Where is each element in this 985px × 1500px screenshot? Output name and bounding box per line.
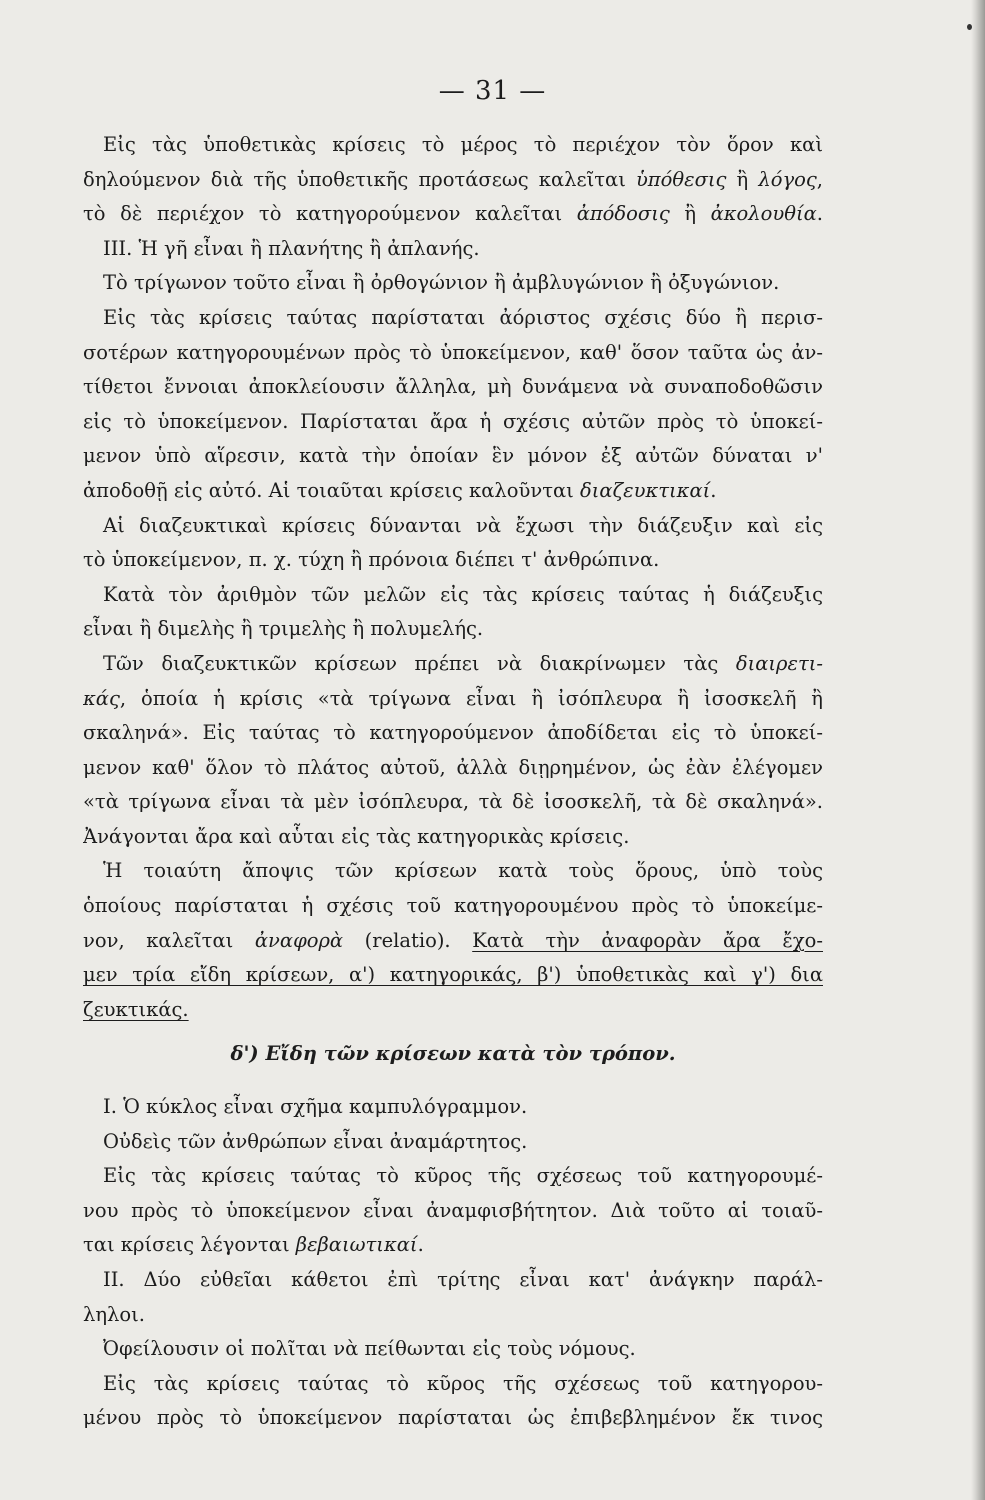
text-run: μένου πρὸς τὸ ὑποκείμενον παρίσταται ὡς ἐπιβεβλημένον ἔκ τινος bbox=[83, 1406, 823, 1430]
italic-term: διαζευκτικαί bbox=[580, 478, 711, 502]
text-line bbox=[83, 1367, 823, 1402]
text-run: Εἰς τὰς κρίσεις ταύτας τὸ κῦρος τῆς σχέσεως τοῦ κατηγορου- bbox=[103, 1371, 823, 1395]
text-line bbox=[83, 128, 823, 163]
text-run: ληλοι. bbox=[83, 1302, 145, 1326]
text-run: . bbox=[816, 202, 823, 226]
text-run: Ἀνάγονται ἄρα καὶ αὗται εἰς τὰς κατηγορικὰς κρίσεις. bbox=[83, 824, 630, 848]
text-line bbox=[83, 1332, 823, 1367]
italic-term: ἀκολουθία bbox=[710, 202, 817, 226]
text-line bbox=[83, 163, 823, 198]
text-line bbox=[83, 647, 823, 682]
text-run: Κατὰ τὸν ἀριθμὸν τῶν μελῶν εἰς τὰς κρίσεις ταύτας ἡ διάζευξις bbox=[103, 582, 823, 606]
text-line bbox=[83, 820, 823, 855]
text-line bbox=[83, 1401, 823, 1436]
text-line bbox=[83, 716, 823, 751]
text-line bbox=[83, 370, 823, 405]
text-line bbox=[83, 474, 823, 509]
text-line bbox=[83, 1125, 823, 1160]
text-run: ζευκτικάς. bbox=[83, 997, 189, 1021]
text-run: Οὐδεὶς τῶν ἀνθρώπων εἶναι ἀναμάρτητος. bbox=[103, 1129, 528, 1153]
text-run: Εἰς τὰς κρίσεις ταύτας παρίσταται ἀόριστος σχέσις δύο ἢ περισ- bbox=[103, 305, 823, 329]
italic-term: κάς bbox=[83, 686, 120, 710]
text-line bbox=[83, 266, 823, 301]
text-run: , ὁποία ἡ κρίσις «τὰ τρίγωνα εἶναι ἢ ἰσόπλευρα ἢ ἰσοσκελῆ ἢ bbox=[119, 686, 823, 710]
italic-term: ἀπόδοσις bbox=[576, 202, 670, 226]
text-run: μεν τρία εἴδη κρίσεων, α') κατηγορικάς, β') ὑποθετικὰς καὶ γ') δια bbox=[83, 963, 823, 987]
page-number: — 31 — bbox=[438, 76, 547, 106]
text-run: τίθετοι ἔννοιαι ἀποκλείουσιν ἄλληλα, μὴ δυνάμενα νὰ συναποδοθῶσιν bbox=[83, 375, 823, 399]
text-run: νον, καλεῖται bbox=[83, 928, 255, 952]
text-line bbox=[83, 301, 823, 336]
text-run: , bbox=[816, 167, 823, 191]
page-edge-shadow bbox=[971, 0, 985, 1500]
body-text bbox=[83, 128, 823, 1436]
text-line bbox=[83, 612, 823, 647]
text-line bbox=[83, 1194, 823, 1229]
text-line bbox=[83, 993, 823, 1028]
text-line bbox=[83, 578, 823, 613]
text-run: ὁποίους παρίσταται ἡ σχέσις τοῦ κατηγορουμένου πρὸς τὸ ὑποκείμε- bbox=[83, 894, 823, 918]
text-line bbox=[83, 1263, 823, 1298]
text-run: III. Ἡ γῆ εἶναι ἢ πλανήτης ἢ ἀπλανής. bbox=[103, 236, 480, 260]
text-line bbox=[83, 924, 823, 959]
italic-term: ὑπόθεσις bbox=[635, 167, 727, 191]
text-line bbox=[83, 958, 823, 993]
text-run: Ὀφείλουσιν οἱ πολῖται νὰ πείθωνται εἰς τοὺς νόμους. bbox=[103, 1337, 636, 1361]
text-run: Ἡ τοιαύτη ἄποψις τῶν κρίσεων κατὰ τοὺς ὅρους, ὑπὸ τοὺς bbox=[103, 859, 823, 883]
text-run: τὸ δὲ περιέχον τὸ κατηγορούμενον καλεῖται bbox=[83, 202, 577, 226]
text-run: ἀποδοθῇ εἰς αὐτό. Αἱ τοιαῦται κρίσεις καλοῦνται bbox=[83, 478, 581, 502]
text-run: μενον καθ' ὅλον τὸ πλάτος αὐτοῦ, ἀλλὰ διῃρημένον, ὡς ἐὰν ἐλέγομεν bbox=[83, 755, 823, 779]
text-run: νου πρὸς τὸ ὑποκείμενον εἶναι ἀναμφισβήτητον. Διὰ τοῦτο αἱ τοιαῦ- bbox=[83, 1198, 823, 1222]
text-run: Τὸ τρίγωνον τοῦτο εἶναι ἢ ὀρθογώνιον ἢ ἀμβλυγώνιον ἢ ὀξυγώνιον. bbox=[103, 271, 780, 295]
text-line bbox=[83, 439, 823, 474]
text-run: ἢ bbox=[726, 167, 759, 191]
text-run: ται κρίσεις λέγονται bbox=[83, 1233, 296, 1257]
text-run: εἰς τὸ ὑποκείμενον. Παρίσταται ἄρα ἡ σχέσις αὐτῶν πρὸς τὸ ὑποκεί- bbox=[83, 409, 823, 433]
text-line bbox=[83, 509, 823, 544]
text-line bbox=[83, 854, 823, 889]
text-run: . bbox=[417, 1233, 424, 1257]
text-run: τὸ ὑποκείμενον, π. χ. τύχη ἢ πρόνοια διέπει τ' ἀνθρώπινα. bbox=[83, 548, 660, 572]
text-run: «τὰ τρίγωνα εἶναι τὰ μὲν ἰσόπλευρα, τὰ δὲ ἰσοσκελῆ, τὰ δὲ σκαληνά». bbox=[83, 790, 823, 814]
ink-speck bbox=[967, 24, 972, 30]
text-line bbox=[83, 405, 823, 440]
text-line bbox=[83, 1298, 823, 1333]
section-heading bbox=[83, 1027, 823, 1090]
text-run: Αἱ διαζευκτικαὶ κρίσεις δύνανται νὰ ἔχωσι τὴν διάζευξιν καὶ εἰς bbox=[103, 513, 823, 537]
text-run: Τῶν διαζευκτικῶν κρίσεων πρέπει νὰ διακρίνωμεν τὰς bbox=[103, 651, 736, 675]
text-line bbox=[83, 1159, 823, 1194]
text-run: Κατὰ τὴν ἀναφορὰν ἄρα ἔχο- bbox=[472, 928, 823, 952]
text-run: II. Δύο εὐθεῖαι κάθετοι ἐπὶ τρίτης εἶναι κατ' ἀνάγκην παράλ- bbox=[103, 1268, 823, 1291]
text-run: Εἰς τὰς ὑποθετικὰς κρίσεις τὸ μέρος τὸ περιέχον τὸν ὅρον καὶ bbox=[103, 133, 823, 156]
text-run: σκαληνά». Εἰς ταύτας τὸ κατηγορούμενον ἀποδίδεται εἰς τὸ ὑποκεί- bbox=[83, 721, 823, 745]
text-line bbox=[83, 751, 823, 786]
text-run: (relatio). bbox=[343, 928, 473, 952]
text-run: δηλούμενον διὰ τῆς ὑποθετικῆς προτάσεως καλεῖται bbox=[83, 167, 636, 191]
text-line bbox=[83, 1228, 823, 1263]
text-run: ἢ bbox=[669, 202, 711, 226]
text-run: σοτέρων κατηγορουμένων πρὸς τὸ ὑποκείμενον, καθ' ὅσον ταῦτα ὡς ἀν- bbox=[83, 340, 823, 364]
text-line bbox=[83, 197, 823, 232]
text-run: εἶναι ἢ διμελὴς ἢ τριμελὴς ἢ πολυμελής. bbox=[83, 617, 484, 641]
text-line bbox=[83, 1090, 823, 1125]
italic-term: διαιρετι- bbox=[735, 651, 823, 675]
text-line bbox=[83, 336, 823, 371]
text-line bbox=[83, 682, 823, 717]
text-run: . bbox=[710, 478, 717, 502]
text-run: δ') Εἴδη τῶν κρίσεων κατὰ τὸν τρόπον. bbox=[230, 1042, 676, 1066]
italic-term: λόγος bbox=[758, 167, 817, 191]
text-line bbox=[83, 232, 823, 267]
italic-term: βεβαιωτικαί bbox=[295, 1233, 418, 1257]
text-run: μενον ὑπὸ αἵρεσιν, κατὰ τὴν ὁποίαν ἓν μόνον ἐξ αὐτῶν δύναται ν' bbox=[83, 444, 823, 468]
italic-term: ἀναφορὰ bbox=[254, 928, 344, 952]
text-line bbox=[83, 785, 823, 820]
text-line bbox=[83, 889, 823, 924]
text-run: I. Ὁ κύκλος εἶναι σχῆμα καμπυλόγραμμον. bbox=[103, 1095, 528, 1119]
text-run: Εἰς τὰς κρίσεις ταύτας τὸ κῦρος τῆς σχέσεως τοῦ κατηγορουμέ- bbox=[103, 1164, 823, 1188]
text-line bbox=[83, 543, 823, 578]
